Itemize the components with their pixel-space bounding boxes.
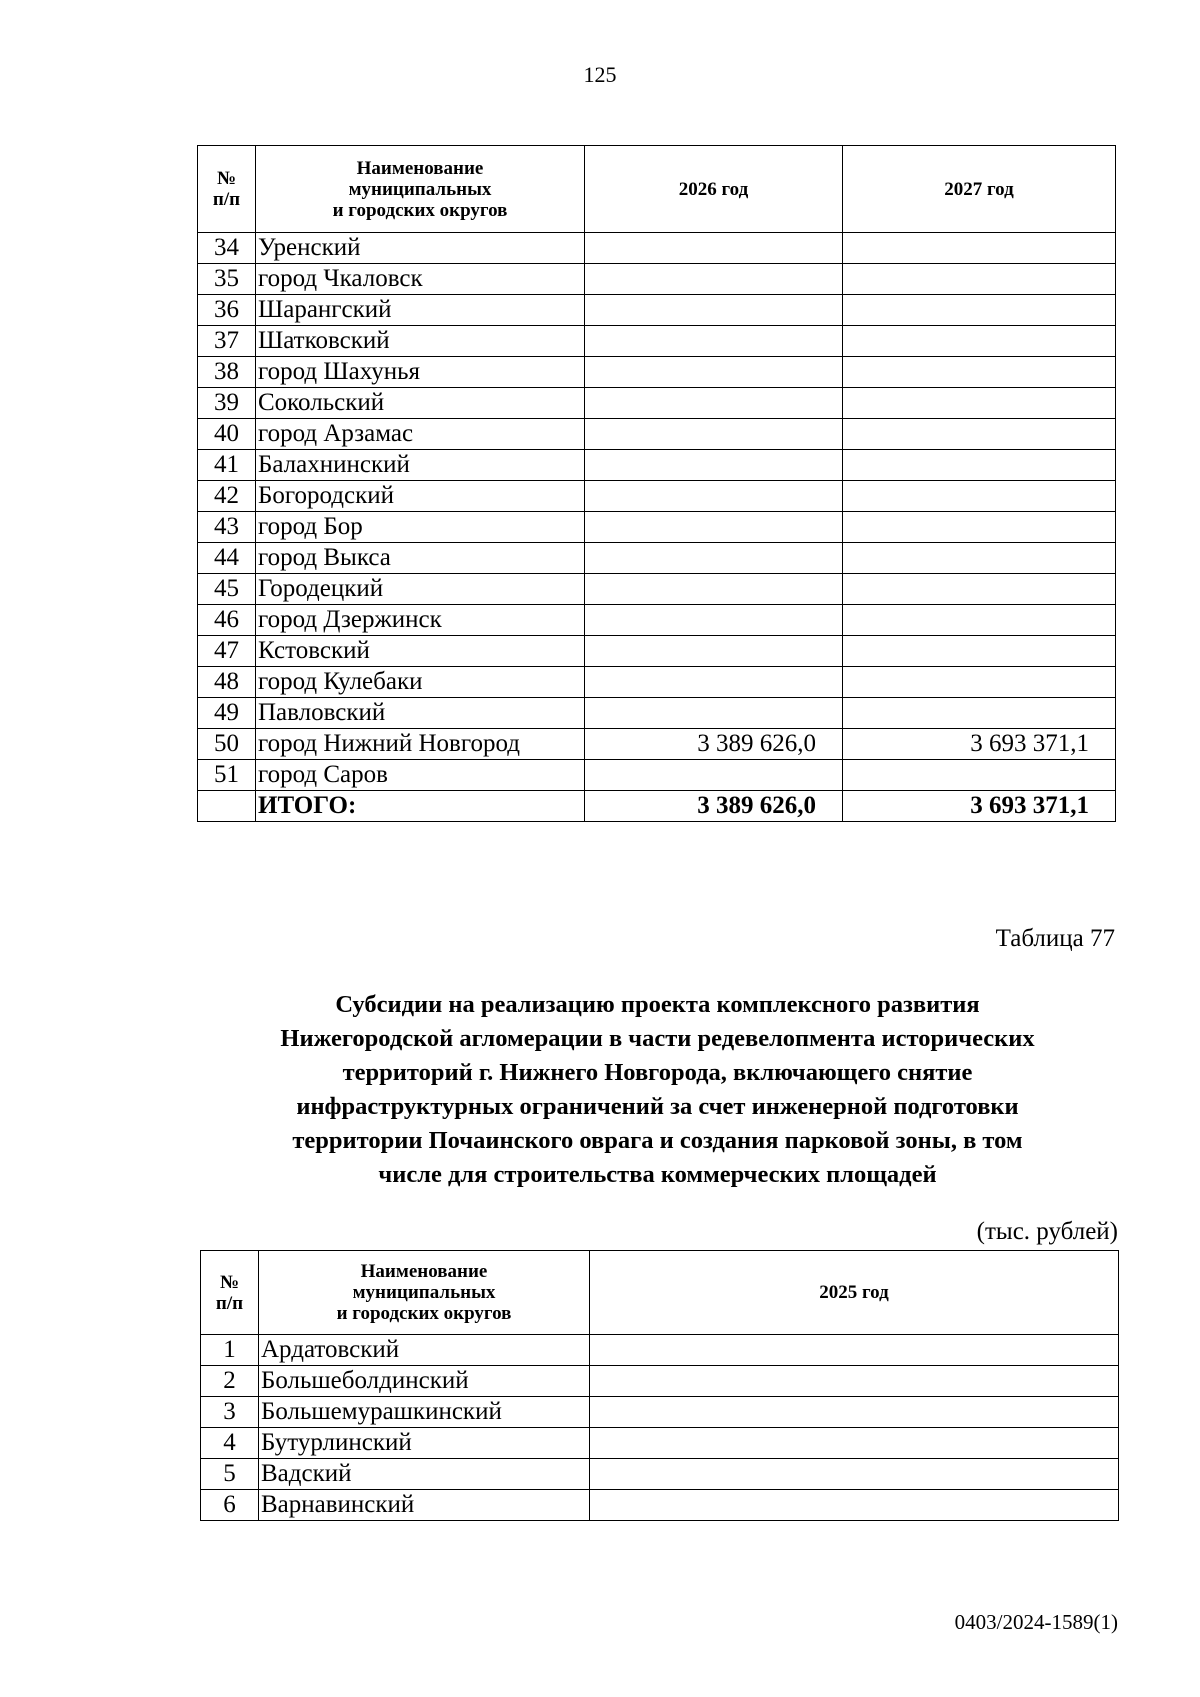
municipality-name: Ардатовский [259, 1335, 590, 1366]
municipality-name: город Дзержинск [256, 605, 585, 636]
municipality-name: город Выкса [256, 543, 585, 574]
table-row [201, 1335, 1119, 1366]
value-2027 [843, 543, 1116, 574]
row-number: 36 [198, 295, 256, 326]
table-row [198, 481, 1116, 512]
value-2026 [585, 636, 843, 667]
row-number: 39 [198, 388, 256, 419]
municipality-name: Большеболдинский [259, 1366, 590, 1397]
table-row [198, 667, 1116, 698]
value-2027 [843, 760, 1116, 791]
row-number: 34 [198, 233, 256, 264]
value-2026: 3 389 626,0 [585, 729, 843, 760]
municipality-name: Павловский [256, 698, 585, 729]
municipality-name: город Шахунья [256, 357, 585, 388]
municipality-name: Сокольский [256, 388, 585, 419]
table-row [198, 450, 1116, 481]
municipality-name: Городецкий [256, 574, 585, 605]
table-row [198, 264, 1116, 295]
value-2025 [590, 1366, 1119, 1397]
table-row [198, 760, 1116, 791]
table-row [201, 1397, 1119, 1428]
value-2026 [585, 419, 843, 450]
value-2026 [585, 357, 843, 388]
header-year-2026: 2026 год [585, 146, 843, 233]
value-2027 [843, 574, 1116, 605]
municipality-name: Бутурлинский [259, 1428, 590, 1459]
value-2027 [843, 698, 1116, 729]
table-row [201, 1490, 1119, 1521]
value-2026 [585, 574, 843, 605]
value-2026 [585, 450, 843, 481]
header-number: № п/п [201, 1251, 259, 1335]
municipality-name: Кстовский [256, 636, 585, 667]
table-2026-2027 [197, 145, 1116, 822]
row-number: 49 [198, 698, 256, 729]
value-2026 [585, 326, 843, 357]
value-2027 [843, 264, 1116, 295]
municipality-name: Шатковский [256, 326, 585, 357]
total-2026: 3 389 626,0 [585, 791, 843, 822]
municipality-name: Вадский [259, 1459, 590, 1490]
row-number: 45 [198, 574, 256, 605]
value-2027 [843, 512, 1116, 543]
value-2025 [590, 1335, 1119, 1366]
table-row [198, 698, 1116, 729]
value-2026 [585, 760, 843, 791]
municipality-name: Большемурашкинский [259, 1397, 590, 1428]
table-row [201, 1428, 1119, 1459]
value-2027 [843, 295, 1116, 326]
table2-body [201, 1335, 1119, 1521]
table-row [198, 233, 1116, 264]
value-2027 [843, 419, 1116, 450]
value-2027 [843, 326, 1116, 357]
value-2027 [843, 357, 1116, 388]
municipality-name: Варнавинский [259, 1490, 590, 1521]
value-2027 [843, 388, 1116, 419]
municipality-name: город Саров [256, 760, 585, 791]
table-row [198, 605, 1116, 636]
table-row [201, 1366, 1119, 1397]
value-2026 [585, 512, 843, 543]
row-number: 35 [198, 264, 256, 295]
value-2027 [843, 636, 1116, 667]
value-2026 [585, 295, 843, 326]
page-number: 125 [583, 62, 617, 87]
value-2027 [843, 667, 1116, 698]
value-2027 [843, 450, 1116, 481]
value-2025 [590, 1428, 1119, 1459]
value-2025 [590, 1490, 1119, 1521]
municipality-name: Балахнинский [256, 450, 585, 481]
row-number: 48 [198, 667, 256, 698]
municipality-name: город Нижний Новгород [256, 729, 585, 760]
row-number: 6 [201, 1490, 259, 1521]
total-num-cell [198, 791, 256, 822]
units-note: (тыс. рублей) [976, 1218, 1118, 1245]
value-2026 [585, 388, 843, 419]
row-number: 2 [201, 1366, 259, 1397]
total-label: ИТОГО: [256, 791, 585, 822]
value-2026 [585, 605, 843, 636]
value-2026 [585, 667, 843, 698]
value-2027 [843, 233, 1116, 264]
table1-body [198, 233, 1116, 791]
value-2025 [590, 1397, 1119, 1428]
header-year-2025: 2025 год [590, 1251, 1119, 1335]
value-2026 [585, 698, 843, 729]
table-row [198, 729, 1116, 760]
row-number: 38 [198, 357, 256, 388]
total-row [198, 791, 1116, 822]
table-row [198, 326, 1116, 357]
value-2026 [585, 233, 843, 264]
value-2027 [843, 605, 1116, 636]
row-number: 37 [198, 326, 256, 357]
row-number: 47 [198, 636, 256, 667]
header-municipality: Наименование муниципальных и городских округов [256, 146, 585, 233]
table-title: Субсидии на реализацию проекта комплексного развития Нижегородской агломерации в части редевелопмента исторических территорий г. Нижнего Новгорода, включающего снятие инфраструктурных ограничений за счет инженерной подготовки территории Почаинского оврага и создания парковой зоны, в том числе для строительства коммерческих площадей [280, 991, 1035, 1188]
table-row [198, 543, 1116, 574]
table-2025 [200, 1250, 1119, 1521]
header-year-2027: 2027 год [843, 146, 1116, 233]
row-number: 50 [198, 729, 256, 760]
table-row [198, 388, 1116, 419]
row-number: 41 [198, 450, 256, 481]
value-2026 [585, 543, 843, 574]
municipality-name: Богородский [256, 481, 585, 512]
table-row [198, 295, 1116, 326]
value-2026 [585, 264, 843, 295]
table-row [198, 419, 1116, 450]
row-number: 51 [198, 760, 256, 791]
row-number: 44 [198, 543, 256, 574]
row-number: 1 [201, 1335, 259, 1366]
row-number: 46 [198, 605, 256, 636]
total-2027: 3 693 371,1 [843, 791, 1116, 822]
municipality-name: город Арзамас [256, 419, 585, 450]
row-number: 43 [198, 512, 256, 543]
row-number: 4 [201, 1428, 259, 1459]
value-2025 [590, 1459, 1119, 1490]
municipality-name: город Бор [256, 512, 585, 543]
municipality-name: город Кулебаки [256, 667, 585, 698]
table-row [198, 512, 1116, 543]
value-2027 [843, 481, 1116, 512]
row-number: 42 [198, 481, 256, 512]
table-row [198, 574, 1116, 605]
table-label: Таблица 77 [995, 925, 1115, 952]
value-2026 [585, 481, 843, 512]
row-number: 5 [201, 1459, 259, 1490]
municipality-name: Шарангский [256, 295, 585, 326]
value-2027: 3 693 371,1 [843, 729, 1116, 760]
document-number: 0403/2024-1589(1) [954, 1610, 1118, 1634]
row-number: 3 [201, 1397, 259, 1428]
municipality-name: Уренский [256, 233, 585, 264]
row-number: 40 [198, 419, 256, 450]
header-municipality: Наименование муниципальных и городских округов [259, 1251, 590, 1335]
table-row [198, 636, 1116, 667]
municipality-name: город Чкаловск [256, 264, 585, 295]
header-number: № п/п [198, 146, 256, 233]
table-row [201, 1459, 1119, 1490]
table-row [198, 357, 1116, 388]
